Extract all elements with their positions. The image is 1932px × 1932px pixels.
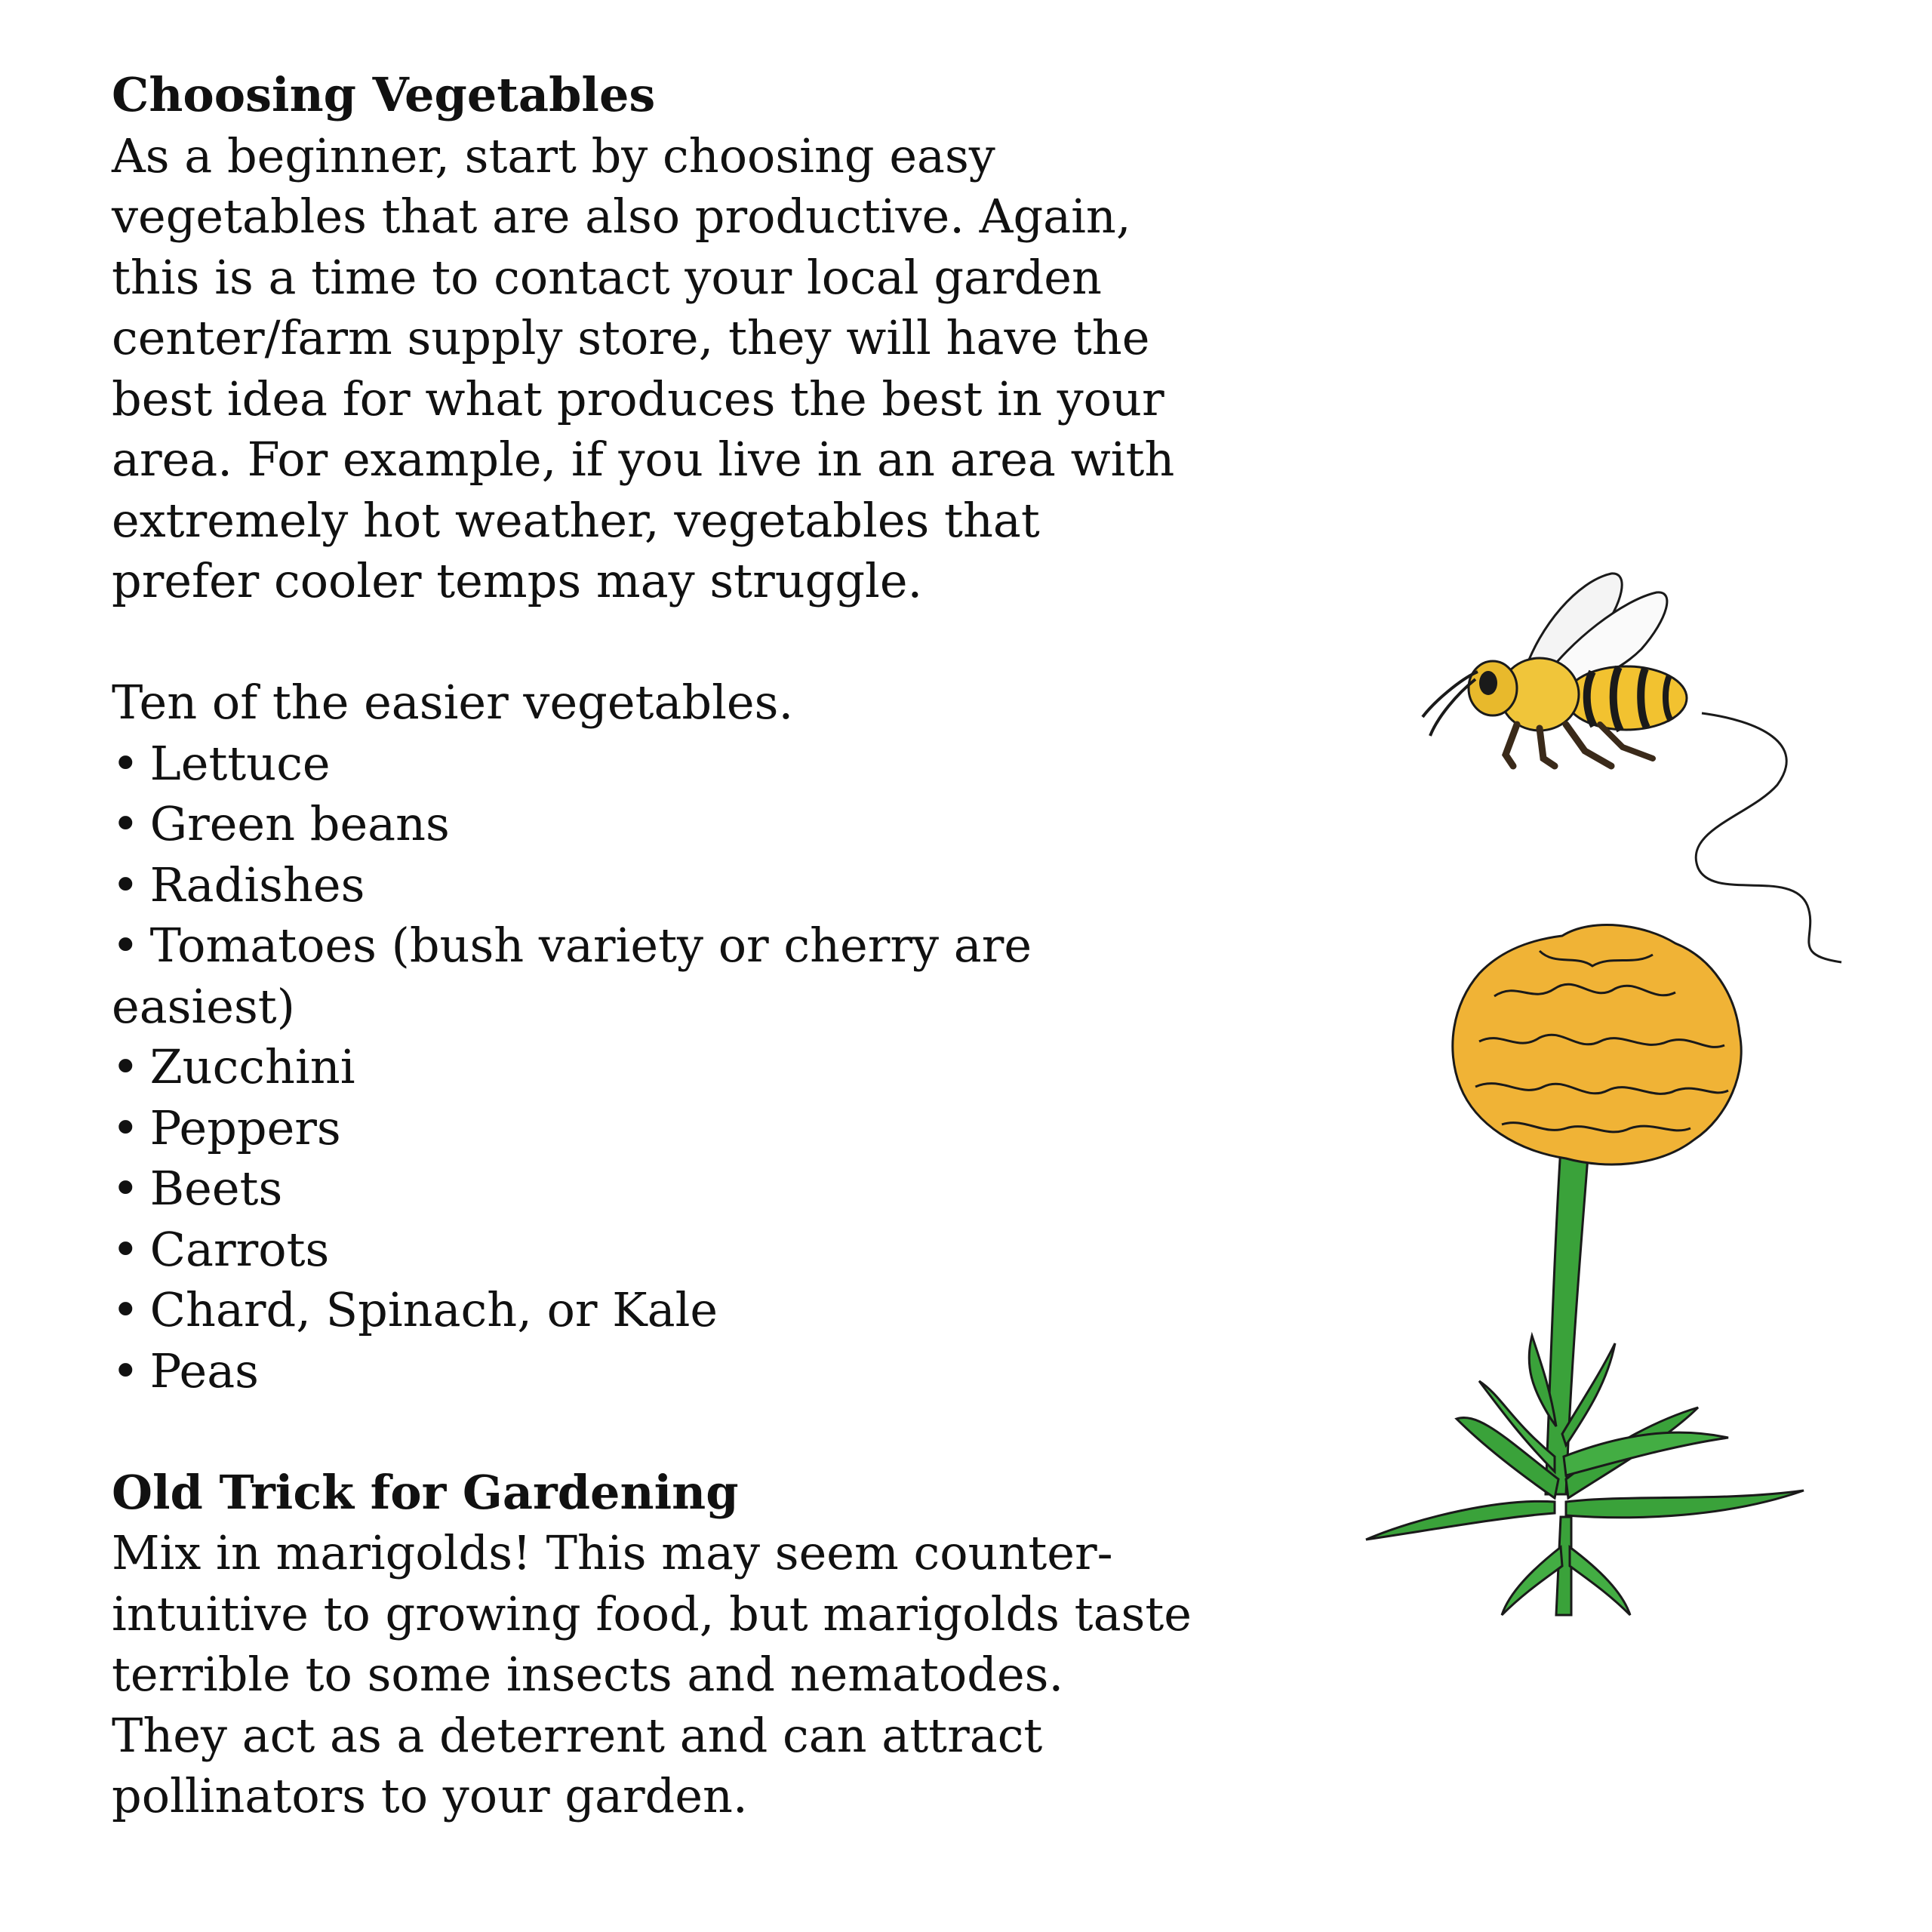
section-heading-old-trick: Old Trick for Gardening (112, 1464, 739, 1520)
list-item-label: Carrots (149, 1221, 330, 1277)
bee-icon (1423, 574, 1687, 766)
paragraph-line: vegetables that are also productive. Again, (112, 189, 1131, 244)
bullet: • (112, 735, 140, 791)
list-item-label: Peppers (149, 1100, 341, 1155)
paragraph-line: prefer cooler temps may struggle. (112, 553, 923, 608)
paragraph-line: best idea for what produces the best in your (112, 371, 1164, 426)
list-item-label: Radishes (149, 857, 365, 912)
bullet: • (112, 918, 140, 973)
list-item-label: Peas (149, 1343, 259, 1398)
list-item-label: Green beans (149, 796, 450, 851)
vegetable-list-intro: Ten of the easier vegetables. (112, 675, 794, 730)
marigold-icon (1366, 925, 1804, 1615)
section-heading-choosing-vegetables: Choosing Vegetables (112, 67, 656, 122)
bullet: • (112, 1039, 140, 1094)
bullet: • (112, 1221, 140, 1277)
paragraph-line: As a beginner, start by choosing easy (112, 128, 995, 183)
paragraph-line: Mix in marigolds! This may seem counter- (112, 1525, 1113, 1580)
bullet: • (112, 1282, 140, 1337)
bullet: • (112, 857, 140, 912)
paragraph-line: pollinators to your garden. (112, 1768, 748, 1823)
paragraph-line: this is a time to contact your local garden (112, 249, 1102, 305)
list-item-continuation: easiest) (112, 978, 295, 1034)
list-item-label: Zucchini (149, 1039, 355, 1094)
bullet: • (112, 1100, 140, 1155)
list-item-label: Lettuce (149, 735, 331, 791)
paragraph-line: intuitive to growing food, but marigolds taste (112, 1586, 1192, 1641)
bullet: • (112, 796, 140, 851)
paragraph-line: terrible to some insects and nematodes. (112, 1647, 1064, 1702)
paragraph-line: area. For example, if you live in an area with (112, 432, 1175, 487)
bullet: • (112, 1161, 140, 1216)
list-item-label: Beets (149, 1161, 283, 1216)
paragraph-line: extremely hot weather, vegetables that (112, 492, 1040, 548)
list-item-label: Chard, Spinach, or Kale (149, 1282, 718, 1337)
bee-flight-path (1696, 713, 1841, 962)
paragraph-line: center/farm supply store, they will have the (112, 310, 1150, 365)
paragraph-line: They act as a deterrent and can attract (112, 1707, 1043, 1763)
list-item-label: Tomatoes (bush variety or cherry are (149, 918, 1032, 973)
bullet: • (112, 1343, 140, 1398)
